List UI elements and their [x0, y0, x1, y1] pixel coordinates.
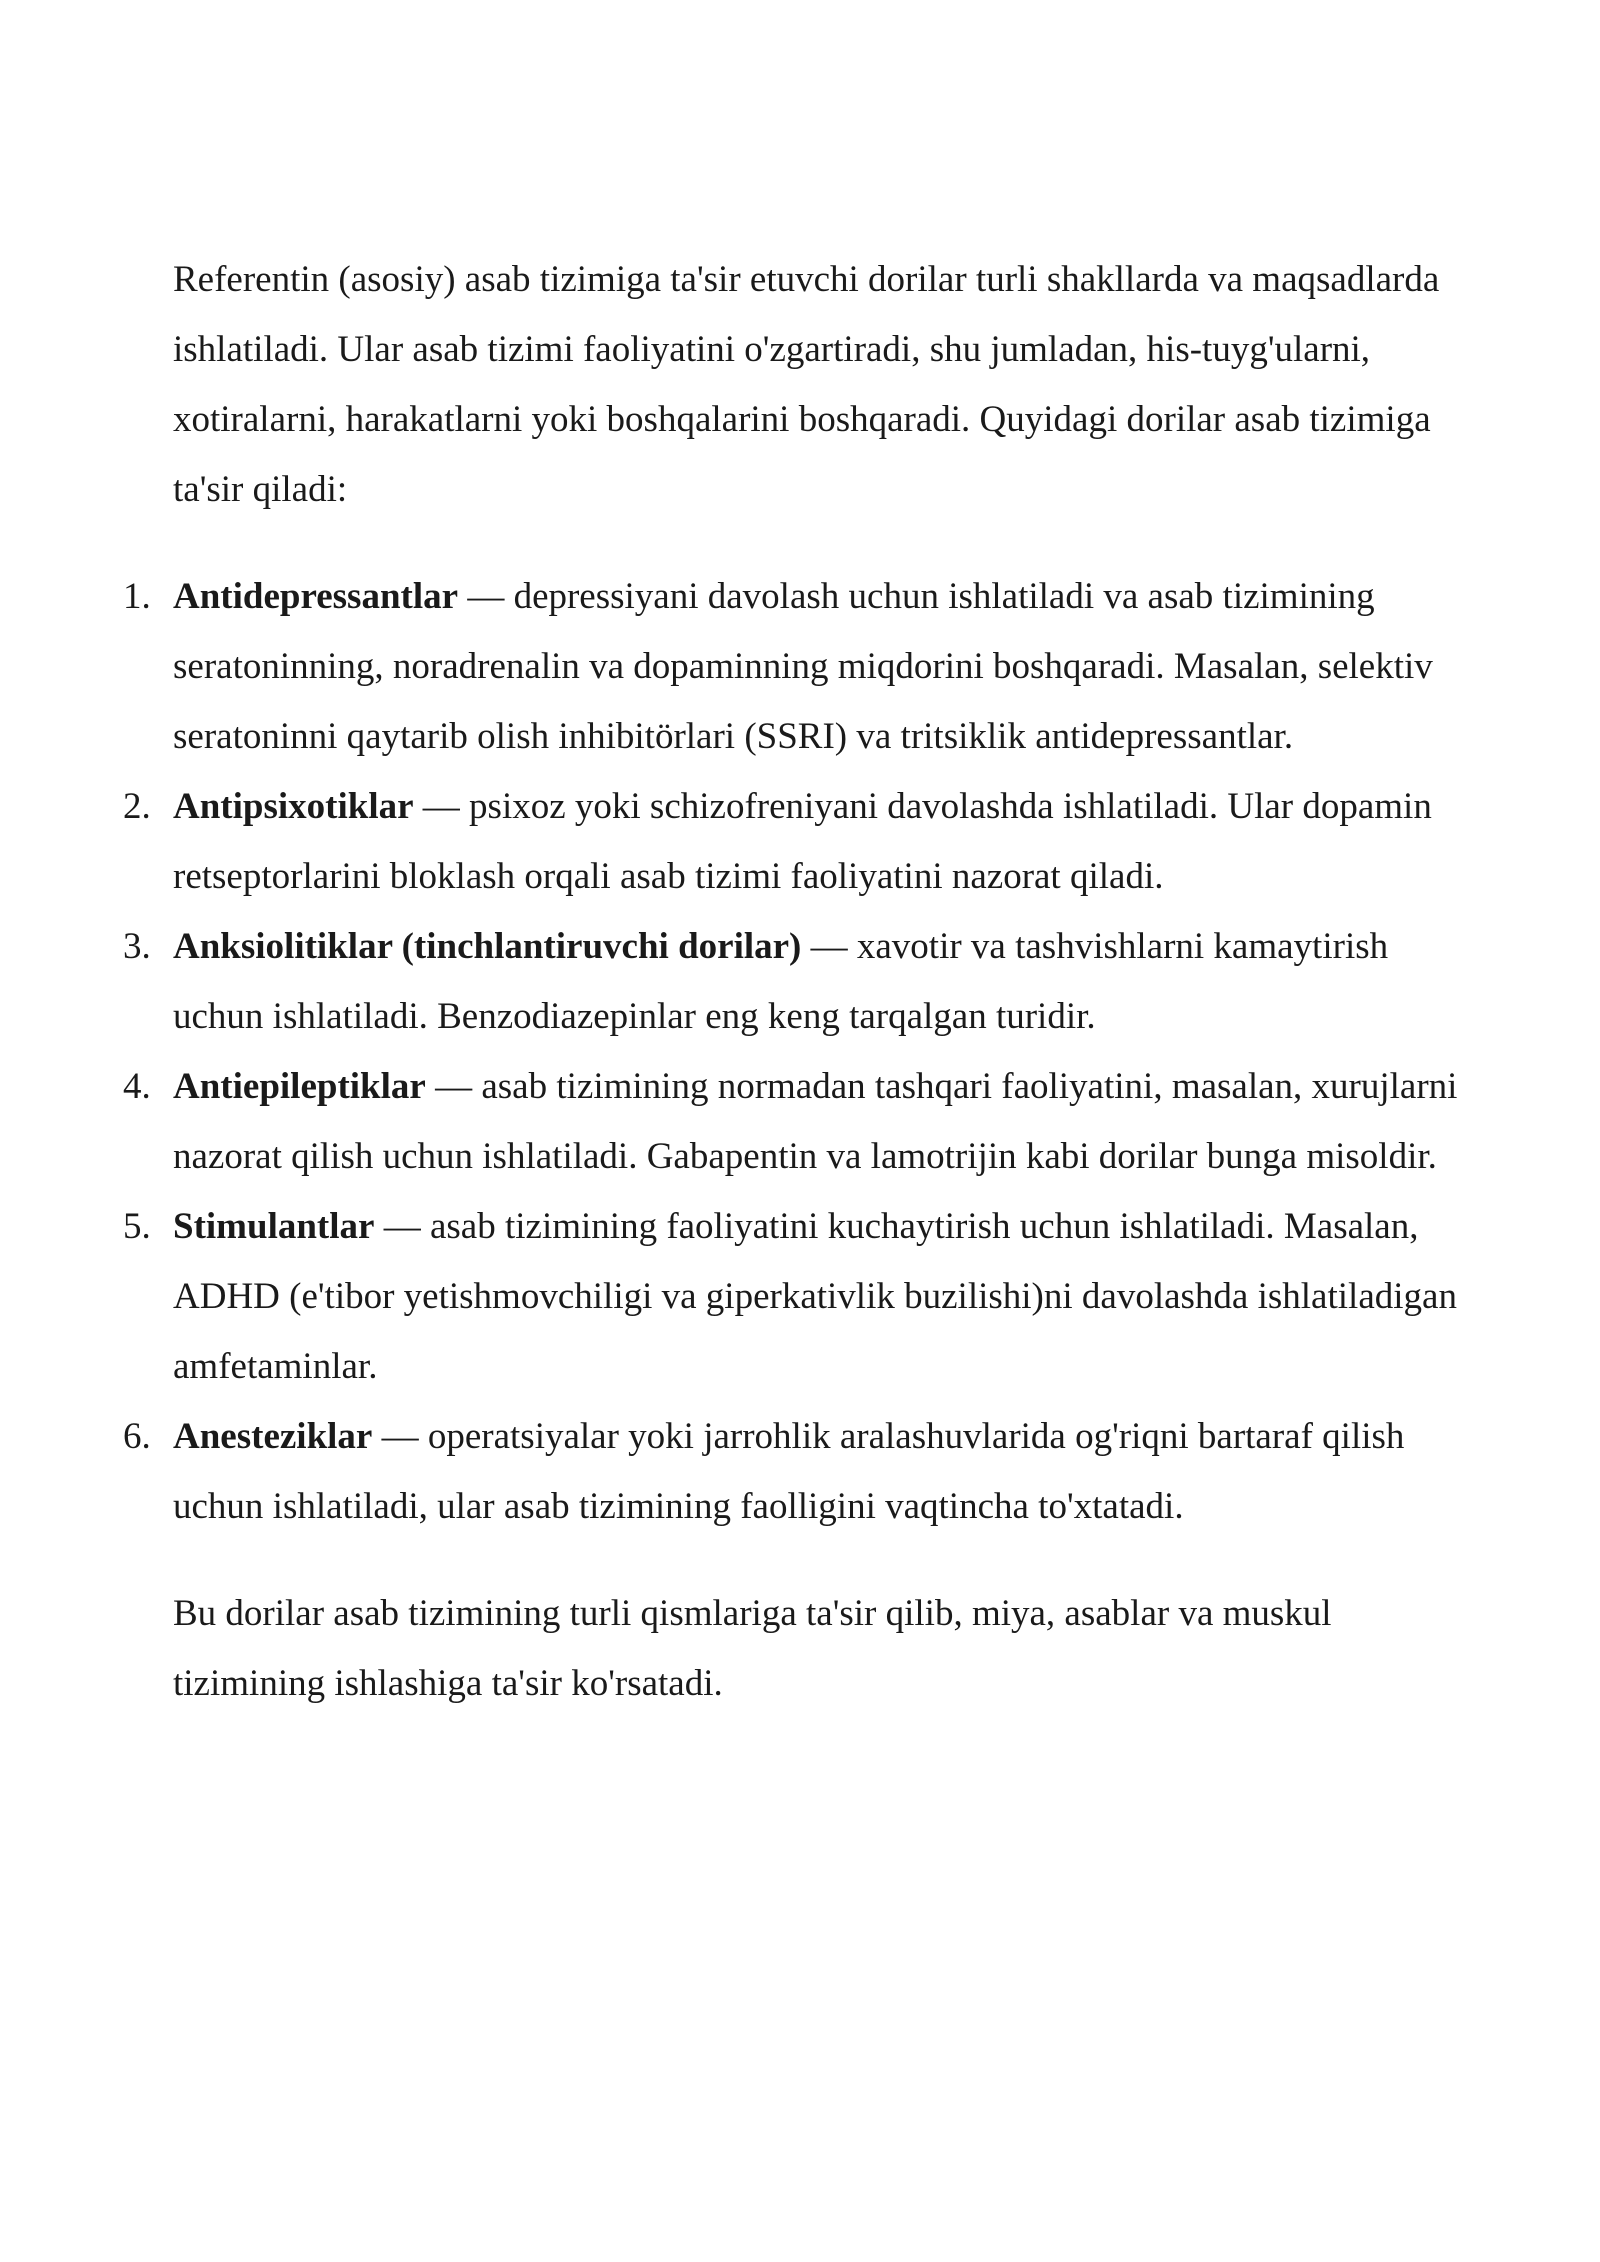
list-item-term: Anksiolitiklar (tinchlantiruvchi dorilar)	[173, 926, 802, 967]
list-item-number: 2.	[123, 786, 151, 827]
list-item-text: — psixoz yoki schizofreniyani davolashda ishlatiladi. Ular dopamin retseptorlarini bloklash orqali asab tizimi faoliyatini nazorat qiladi.	[173, 786, 1432, 897]
list-item-number: 6.	[123, 1416, 151, 1457]
list-item-term: Antidepressantlar	[173, 576, 459, 617]
intro-paragraph: Referentin (asosiy) asab tizimiga ta'sir etuvchi dorilar turli shakllarda va maqsadlarda ishlatiladi. Ular asab tizimi faoliyatini o'zgartiradi, shu jumladan, his-tuyg'ularni, xotiralarni, harakatlarni yoki boshqalarini boshqaradi. Quyidagi dorilar asab tizimiga ta'sir qiladi:	[173, 259, 1440, 510]
list-item	[123, 772, 1463, 912]
list-item-term: Antiepileptiklar	[173, 1066, 426, 1107]
list-item-number: 5.	[123, 1206, 151, 1247]
list-item-text: — depressiyani davolash uchun ishlatiladi va asab tizimining seratoninning, noradrenalin va dopaminning miqdorini boshqaradi. Masalan, selektiv seratoninni qaytarib olish inhibitörlari (SSRI) va tritsiklik antidepressantlar.	[173, 576, 1433, 757]
drug-list	[123, 562, 1463, 1542]
list-item-text: — operatsiyalar yoki jarrohlik aralashuvlarida og'riqni bartaraf qilish uchun ishlatiladi, ular asab tizimining faolligini vaqtincha to'xtatadi.	[173, 1416, 1405, 1527]
closing-paragraph: Bu dorilar asab tizimining turli qismlariga ta'sir qilib, miya, asablar va muskul tizimining ishlashiga ta'sir ko'rsatadi.	[173, 1593, 1332, 1704]
list-item-number: 1.	[123, 576, 151, 617]
list-item	[123, 912, 1463, 1052]
list-item-text: — asab tizimining faoliyatini kuchaytirish uchun ishlatiladi. Masalan, ADHD (e'tibor yetishmovchiligi va giperkativlik buzilishi)ni davolashda ishlatiladigan amfetaminlar.	[173, 1206, 1457, 1387]
list-item-number: 3.	[123, 926, 151, 967]
list-item-number: 4.	[123, 1066, 151, 1107]
list-item-term: Stimulantlar	[173, 1206, 375, 1247]
list-item	[123, 1402, 1463, 1542]
list-item-text: — xavotir va tashvishlarni kamaytirish uchun ishlatiladi. Benzodiazepinlar eng keng tarqalgan turidir.	[173, 926, 1389, 1037]
list-item	[123, 1052, 1463, 1192]
list-item	[123, 1192, 1463, 1402]
list-item-text: — asab tizimining normadan tashqari faoliyatini, masalan, xurujlarni nazorat qilish uchun ishlatiladi. Gabapentin va lamotrijin kabi dorilar bunga misoldir.	[173, 1066, 1458, 1177]
list-item-term: Antipsixotiklar	[173, 786, 414, 827]
list-item	[123, 562, 1463, 772]
list-item-term: Anesteziklar	[173, 1416, 373, 1457]
